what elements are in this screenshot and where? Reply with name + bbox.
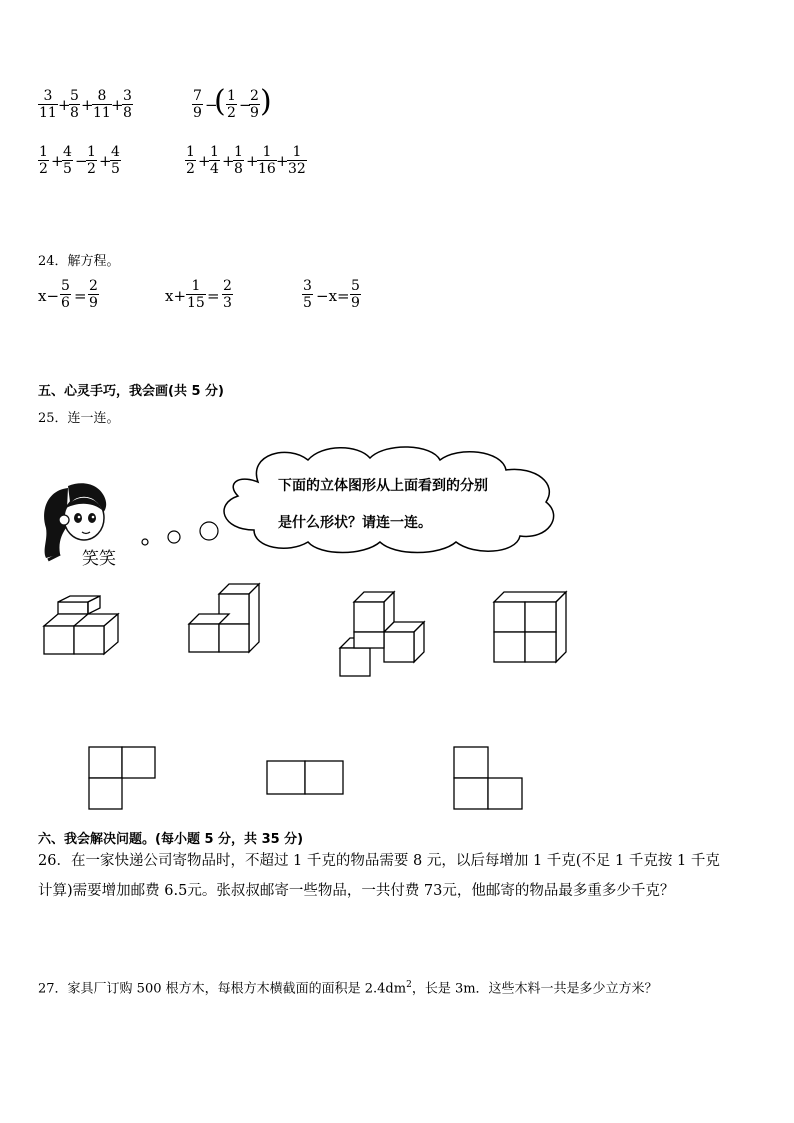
fraction: $\frac{1}{8}$ [234, 144, 243, 177]
cloud-text-line-1: 下面的立体图形从上面看到的分别 [278, 478, 488, 494]
top-view-1 [88, 746, 158, 810]
fraction: $\frac{3}{11}$ [39, 88, 57, 121]
fraction: $\frac{4}{5}$ [111, 144, 120, 177]
fraction: $\frac{8}{11}$ [93, 88, 111, 121]
fraction: $\frac{7}{9}$ [193, 88, 202, 121]
section-5-title: 五、心灵手巧，我会画(共 5 分) [38, 384, 224, 399]
fraction: $\frac{1}{4}$ [210, 144, 219, 177]
q26-line-1: 26．在一家快递公司寄物品时，不超过 1 千克的物品需要 8 元，以后每增加 1 千克(不足 1 千克按 1 千克 [38, 853, 720, 869]
fraction: $\frac{1}{2}$ [39, 144, 48, 177]
solid-figure-3 [338, 590, 428, 678]
top-view-2 [266, 760, 346, 796]
fraction: $\frac{1}{2}$ [227, 88, 236, 121]
fraction: $\frac{5}{8}$ [70, 88, 79, 121]
q27-text: 27．家具厂订购 500 根方木，每根方木横截面的面积是 $2.4dm^2$，长是 3m．这些木料一共是多少立方米？ [38, 980, 658, 997]
cloud-text-line-2: 是什么形状？请连一连。 [278, 515, 432, 531]
fraction: $\frac{1}{2}$ [186, 144, 195, 177]
solid-figure-4 [492, 590, 572, 664]
q25-label: 25．连一连。 [38, 411, 120, 426]
top-view-3 [453, 746, 525, 810]
fraction: $\frac{4}{5}$ [63, 144, 72, 177]
solid-figure-2 [187, 580, 267, 656]
fraction: $\frac{2}{9}$ [250, 88, 259, 121]
solid-figure-1 [40, 596, 125, 658]
q26-text [38, 846, 768, 906]
q24-label: 24．解方程。 [38, 254, 120, 269]
fraction: $\frac{1}{16}$ [258, 144, 276, 177]
section-6-title: 六、我会解决问题。(每小题 5 分，共 35 分) [38, 832, 304, 847]
girl-name: 笑笑 [82, 549, 116, 569]
cloud-bubble [218, 444, 568, 556]
fraction: $\frac{1}{2}$ [87, 144, 96, 177]
fraction: $\frac{1}{32}$ [288, 144, 306, 177]
q26-line-2: 计算)需要增加邮费 6.5元。张叔叔邮寄一些物品，一共付费 73元，他邮寄的物品最多重多少千克？ [38, 883, 675, 899]
thought-bubbles [138, 516, 223, 552]
fraction: $\frac{3}{8}$ [123, 88, 132, 121]
